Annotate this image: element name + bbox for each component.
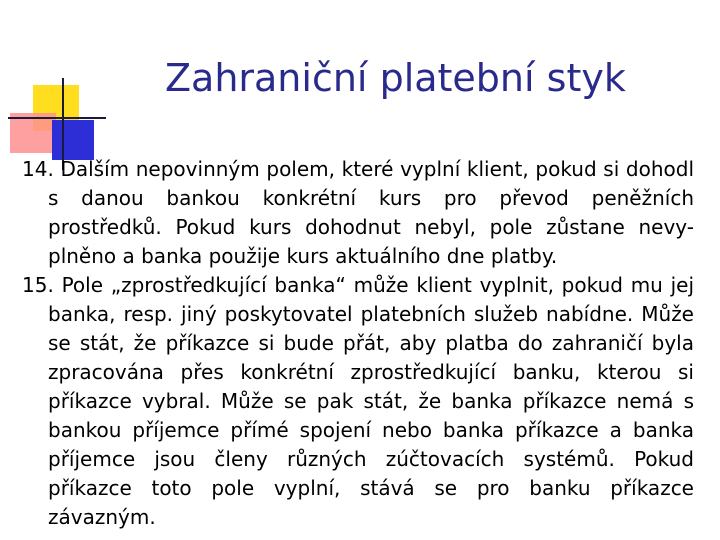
paragraph-text: Pole „zprostředkující banka“ může klient vyplnit, pokud mu jej banka, resp. jiný poskytovatel platebních služeb nabídne. Může se stát, že příkazce si bude přát, aby platba do zahraničí byla zpracována přes konkrétní zprostředkující banku, kterou si příkazce vybral. Může se pak stát, že banka příkazce nemá s bankou příjemce přímé spojení nebo banka příkazce a banka příjemce jsou členy různých zúčtovacích systémů. Pokud příkazce toto pole vyplní, stává se pro banku příkazce závazným. — [48, 273, 695, 529]
horizontal-line — [8, 117, 106, 119]
blue-square — [52, 120, 94, 160]
pink-square — [10, 113, 56, 153]
decorative-squares-graphic — [0, 0, 110, 170]
slide-title: Zahraniční platební styk — [165, 56, 626, 100]
paragraph-15 — [22, 271, 694, 532]
paragraph-text: Dalším nepovinným polem, které vyplní klient, pokud si dohodl s danou bankou konkrétní kurs pro převod peněžních prostředků. Pokud kurs dohodnut nebyl, pole zůstane nevy-plněno a banka použije kurs aktuálního dne platby. — [48, 157, 695, 268]
paragraph-14 — [22, 155, 694, 271]
slide-body — [22, 155, 694, 532]
paragraph-number: 14. — [22, 157, 54, 181]
paragraph-number: 15. — [22, 273, 54, 297]
